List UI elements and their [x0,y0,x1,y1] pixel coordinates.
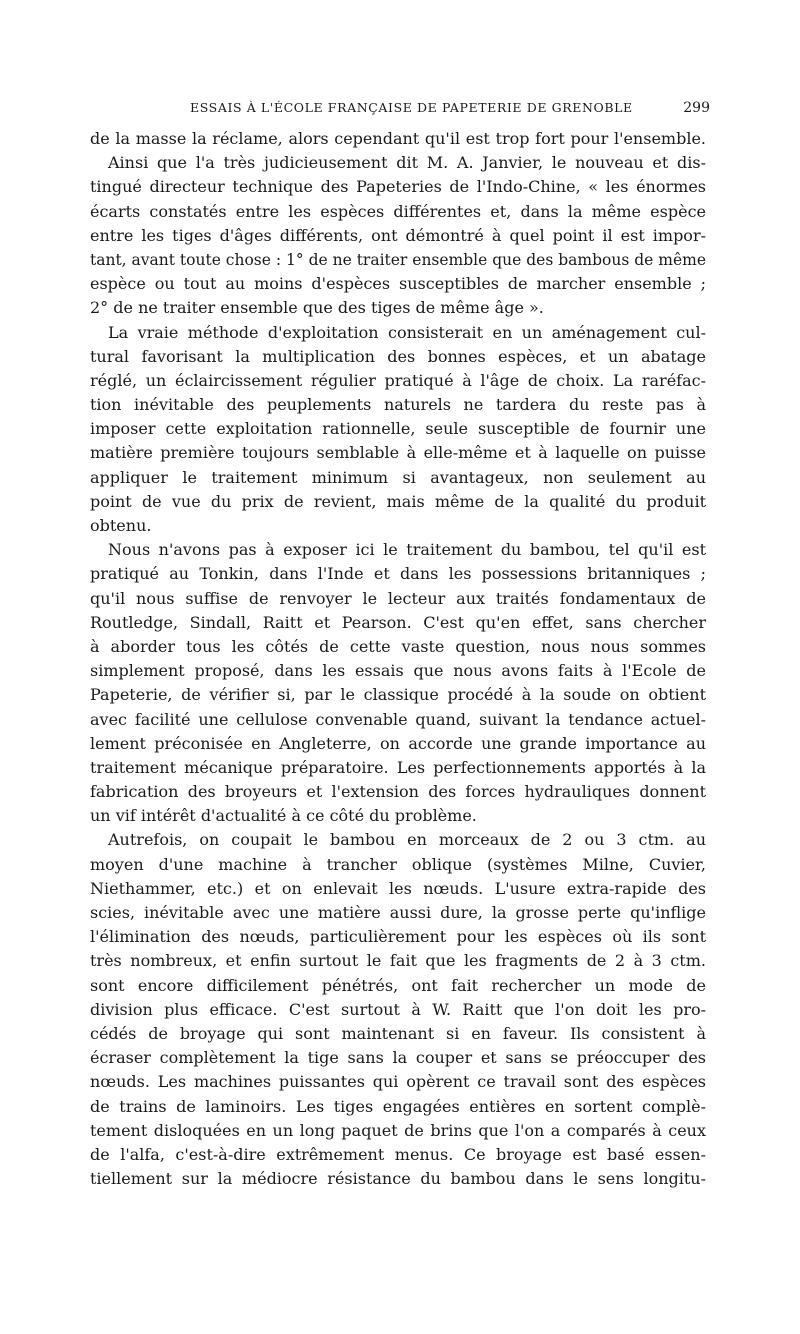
text-line: entre les tiges d'âges différents, ont démontré à quel point il est impor- [90,225,706,245]
text-line: traitement mécanique préparatoire. Les perfectionnements apportés à la [90,757,706,777]
text-line: avec facilité une cellulose convenable quand, suivant la tendance actuel- [90,709,706,729]
text-line: pratiqué au Tonkin, dans l'Inde et dans les possessions britanniques ; [90,564,706,584]
text-line: de la masse la réclame, alors cependant qu'il est trop fort pour l'ensemble. [90,129,706,148]
text-line: tiellement sur la médiocre résistance du bambou dans le sens longitu- [90,1169,706,1189]
text-line: matière première toujours semblable à elle-même et à laquelle on puisse [90,443,706,463]
text-line: fabrication des broyeurs et l'extension des forces hydrauliques donnent [90,782,706,802]
text-line: nœuds. Les machines puissantes qui opèrent ce travail sont des espèces [90,1072,706,1092]
text-line: scies, inévitable avec une matière aussi dure, la grosse perte qu'inflige [90,903,706,922]
text-line: de trains de laminoirs. Les tiges engagées entières en sortent complè- [90,1096,706,1116]
text-line: point de vue du prix de revient, mais même de la qualité du produit [90,491,706,511]
text-line: écraser complètement la tige sans la couper et sans se préoccuper des [90,1048,706,1068]
text-line: sont encore difficilement pénétrés, ont fait rechercher un mode de [90,975,706,995]
text-line: espèce ou tout au moins d'espèces susceptibles de marcher ensemble ; [90,274,706,294]
text-line: imposer cette exploitation rationnelle, seule susceptible de fournir une [90,419,706,439]
text-line: réglé, un éclaircissement régulier pratiqué à l'âge de choix. La raréfac- [90,370,706,390]
text-line: Ainsi que l'a très judicieusement dit M. A. Janvier, le nouveau et dis- [108,153,706,173]
text-line: appliquer le traitement minimum si avantageux, non seulement au [90,467,706,487]
text-line: tingué directeur technique des Papeteries de l'Indo-Chine, « les énormes [90,177,706,197]
body-text [90,127,706,1191]
text-line: lement préconisée en Angleterre, on accorde une grande importance au [90,733,706,753]
text-line: Niethammer, etc.) et on enlevait les nœuds. L'usure extra-rapide des [90,878,706,898]
text-line: 2° de ne traiter ensemble que des tiges de même âge ». [90,298,544,318]
running-title: ESSAIS À L'ÉCOLE FRANÇAISE DE PAPETERIE DE GRENOBLE [190,100,633,115]
text-line: La vraie méthode d'exploitation consisterait en un aménagement cul- [108,322,706,342]
text-line: simplement proposé, dans les essais que nous avons faits à l'Ecole de [90,661,706,681]
text-line: un vif intérêt d'actualité à ce côté du problème. [90,806,477,826]
text-line: de l'alfa, c'est-à-dire extrêmement menus. Ce broyage est basé essen- [90,1144,706,1164]
text-line: moyen d'une machine à trancher oblique (systèmes Milne, Cuvier, [90,854,706,874]
text-line: l'élimination des nœuds, particulièrement pour les espèces où ils sont [90,927,706,947]
text-line: qu'il nous suffise de renvoyer le lecteur aux traités fondamentaux de [90,588,706,608]
text-line: très nombreux, et enfin surtout le fait que les fragments de 2 à 3 ctm. [90,951,706,971]
text-line: Routledge, Sindall, Raitt et Pearson. C'est qu'en effet, sans chercher [90,612,706,632]
text-line: cédés de broyage qui sont maintenant si en faveur. Ils consistent à [90,1023,706,1043]
text-line: tion inévitable des peuplements naturels ne tardera du reste pas à [90,395,706,415]
text-line: tement disloquées en un long paquet de brins que l'on a comparés à ceux [90,1120,706,1140]
text-line: Nous n'avons pas à exposer ici le traitement du bambou, tel qu'il est [108,540,706,560]
page-header [90,100,710,122]
text-line: tural favorisant la multiplication des bonnes espèces, et un abatage [90,346,706,366]
text-line: écarts constatés entre les espèces différentes et, dans la même espèce [90,201,706,221]
text-line: obtenu. [90,516,152,535]
text-line: Papeterie, de vérifier si, par le classique procédé à la soude on obtient [90,685,706,705]
text-line: tant, avant toute chose : 1° de ne traiter ensemble que des bambous de même [90,250,706,269]
text-line: division plus efficace. C'est surtout à W. Raitt que l'on doit les pro- [90,999,706,1019]
text-line: Autrefois, on coupait le bambou en morceaux de 2 ou 3 ctm. au [108,830,706,850]
text-line: à aborder tous les côtés de cette vaste question, nous nous sommes [90,636,706,656]
page-number: 299 [683,100,710,116]
